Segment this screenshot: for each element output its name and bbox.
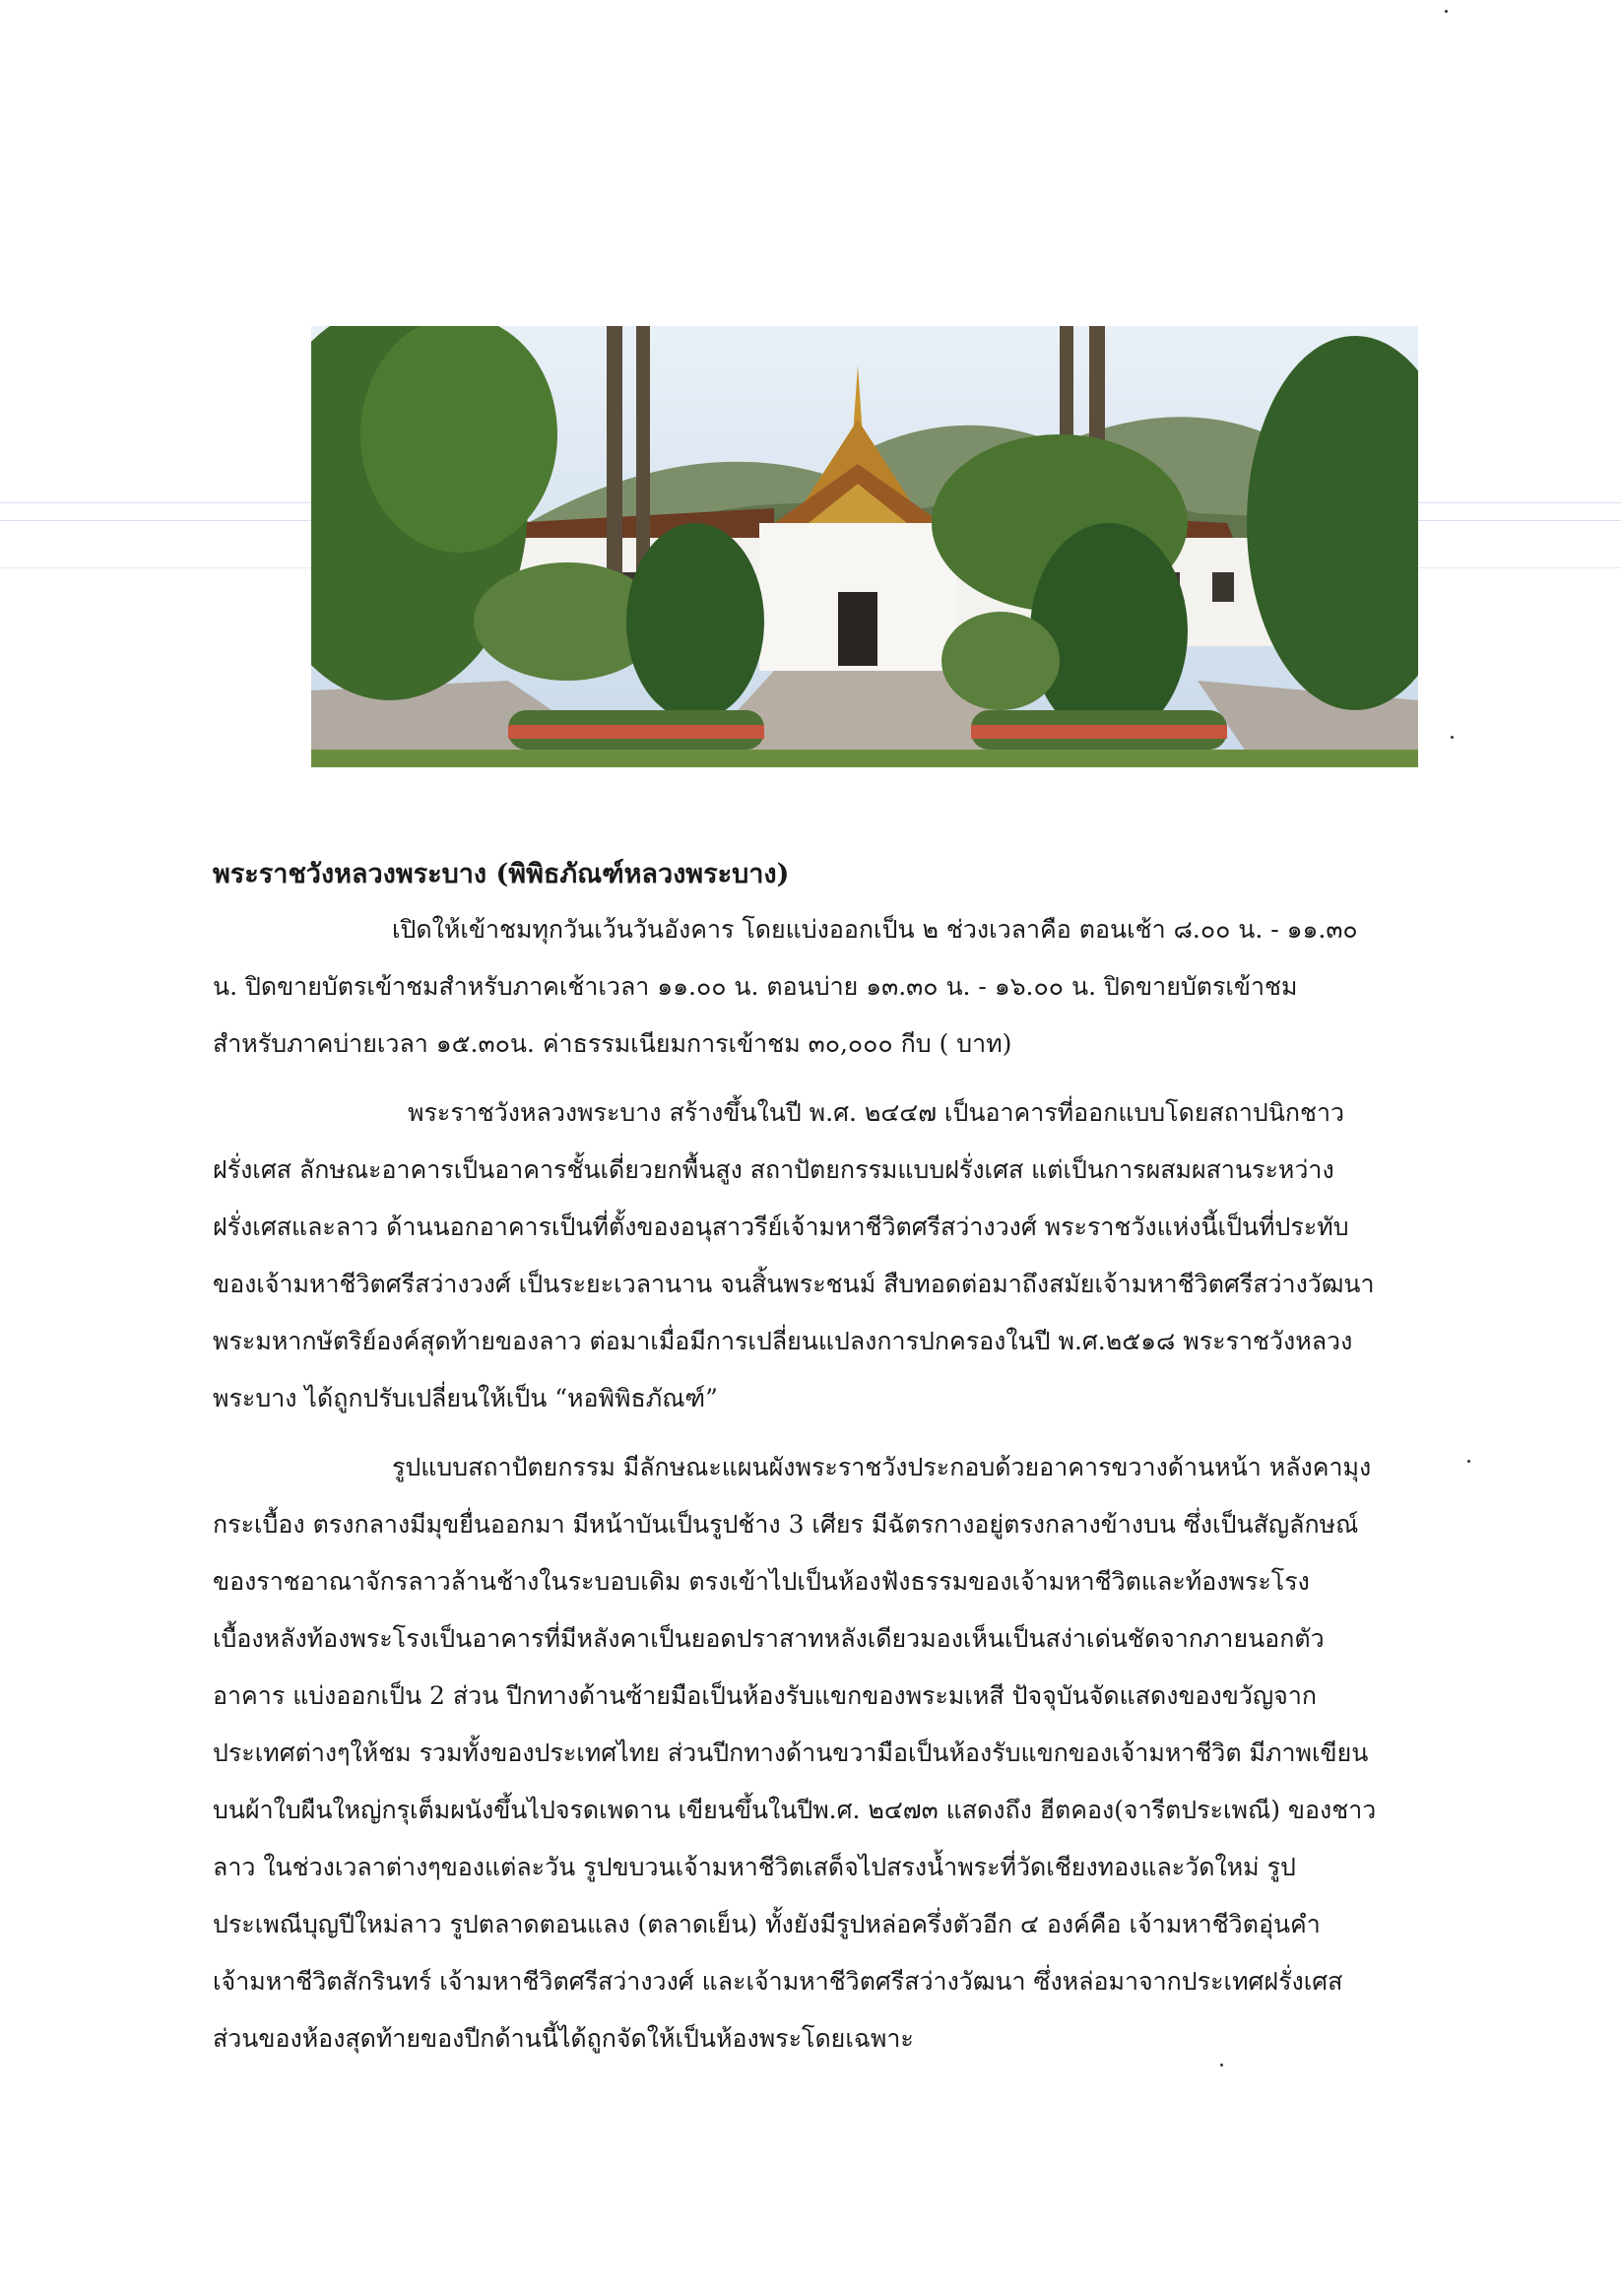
paragraph-2-line: ฝรั่งเศส ลักษณะอาคารเป็นอาคารชั้นเดี่ยวยกพื้นสูง สถาปัตยกรรมแบบฝรั่งเศส แต่เป็นการผสมผสานระหว่าง [213, 1155, 1334, 1184]
paragraph-3-line: เบื้องหลังท้องพระโรงเป็นอาคารที่มีหลังคาเป็นยอดปราสาทหลังเดียวมองเห็นเป็นสง่าเด่นชัดจากภายนอกตัว [213, 1624, 1325, 1653]
paragraph-1-line: เปิดให้เข้าชมทุกวันเว้นวันอังคาร โดยแบ่งออกเป็น ๒ ช่วงเวลาคือ ตอนเช้า ๘.๐๐ น. - ๑๑.๓๐ [392, 915, 1358, 944]
paragraph-3-line: บนผ้าใบผืนใหญ่กรุเต็มผนังขึ้นไปจรดเพดาน เขียนขึ้นในปีพ.ศ. ๒๔๗๓ แสดงถึง ฮีตคอง(จารีตประเพณี) ของชาว [213, 1796, 1377, 1824]
paragraph-3-line: ประเทศต่างๆให้ชม รวมทั้งของประเทศไทย ส่วนปีกทางด้านขวามือเป็นห้องรับแขกของเจ้ามหาชีวิต มีภาพเขียน [213, 1738, 1369, 1767]
paragraph-2-line: ของเจ้ามหาชีวิตศรีสว่างวงศ์ เป็นระยะเวลานาน จนสิ้นพระชนม์ สืบทอดต่อมาถึงสมัยเจ้ามหาชีวิตศรีสว่างวัฒนา [213, 1270, 1375, 1298]
scan-speck [1467, 1460, 1470, 1463]
scan-speck [1220, 2064, 1223, 2066]
paragraph-3-line: รูปแบบสถาปัตยกรรม มีลักษณะแผนผังพระราชวังประกอบด้วยอาคารขวางด้านหน้า หลังคามุง [392, 1453, 1372, 1481]
paragraph-2-line: พระบาง ได้ถูกปรับเปลี่ยนให้เป็น “หอพิพิธภัณฑ์” [213, 1384, 718, 1412]
scan-speck [1451, 736, 1454, 739]
paragraph-3-line: ส่วนของห้องสุดท้ายของปีกด้านนี้ได้ถูกจัดให้เป็นห้องพระโดยเฉพาะ [213, 2024, 914, 2053]
paragraph-1-line: สำหรับภาคบ่ายเวลา ๑๕.๓๐น. ค่าธรรมเนียมการเข้าชม ๓๐,๐๐๐ กีบ ( บาท) [213, 1029, 1012, 1058]
paragraph-3-line: เจ้ามหาชีวิตสักรินทร์ เจ้ามหาชีวิตศรีสว่างวงศ์ และเจ้ามหาชีวิตศรีสว่างวัฒนา ซึ่งหล่อมาจากประเทศฝรั่งเศส [213, 1967, 1343, 1996]
paragraph-3-line: อาคาร แบ่งออกเป็น 2 ส่วน ปีกทางด้านซ้ายมือเป็นห้องรับแขกของพระมเหสี ปัจจุบันจัดแสดงของขวัญจาก [213, 1681, 1318, 1710]
paragraph-1-line: น. ปิดขายบัตรเข้าชมสำหรับภาคเช้าเวลา ๑๑.๐๐ น. ตอนบ่าย ๑๓.๓๐ น. - ๑๖.๐๐ น. ปิดขายบัตรเข้าชม [213, 972, 1298, 1001]
paragraph-2-line: พระราชวังหลวงพระบาง สร้างขึ้นในปี พ.ศ. ๒๔๔๗ เป็นอาคารที่ออกแบบโดยสถาปนิกชาว [408, 1098, 1345, 1127]
scan-speck [1445, 10, 1448, 13]
paragraph-2-line: ฝรั่งเศสและลาว ด้านนอกอาคารเป็นที่ตั้งของอนุสาวรีย์เจ้ามหาชีวิตศรีสว่างวงศ์ พระราชวังแห่งนี้เป็นที่ประทับ [213, 1213, 1349, 1241]
paragraph-3-line: ลาว ในช่วงเวลาต่างๆของแต่ละวัน รูปขบวนเจ้ามหาชีวิตเสด็จไปสรงน้ำพระที่วัดเชียงทองและวัดใหม่ รูป [213, 1853, 1296, 1881]
paragraph-3-line: ประเพณีบุญปีใหม่ลาว รูปตลาดตอนแลง (ตลาดเย็น) ทั้งยังมีรูปหล่อครึ่งตัวอีก ๔ องค์คือ เจ้ามหาชีวิตอุ่นคำ [213, 1910, 1321, 1938]
paragraph-2-line: พระมหากษัตริย์องค์สุดท้ายของลาว ต่อมาเมื่อมีการเปลี่ยนแปลงการปกครองในปี พ.ศ.๒๕๑๘ พระราชวังหลวง [213, 1327, 1353, 1355]
palace-photo [311, 326, 1418, 767]
paragraph-3-line: กระเบื้อง ตรงกลางมีมุขยื่นออกมา มีหน้าบันเป็นรูปช้าง 3 เศียร มีฉัตรกางอยู่ตรงกลางข้างบน ซึ่งเป็นสัญลักษณ์ [213, 1510, 1359, 1539]
paragraph-3-line: ของราชอาณาจักรลาวล้านช้างในระบอบเดิม ตรงเข้าไปเป็นห้องฟังธรรมของเจ้ามหาชีวิตและท้องพระโรง [213, 1567, 1310, 1596]
document-title: พระราชวังหลวงพระบาง (พิพิธภัณฑ์หลวงพระบาง) [213, 859, 790, 889]
